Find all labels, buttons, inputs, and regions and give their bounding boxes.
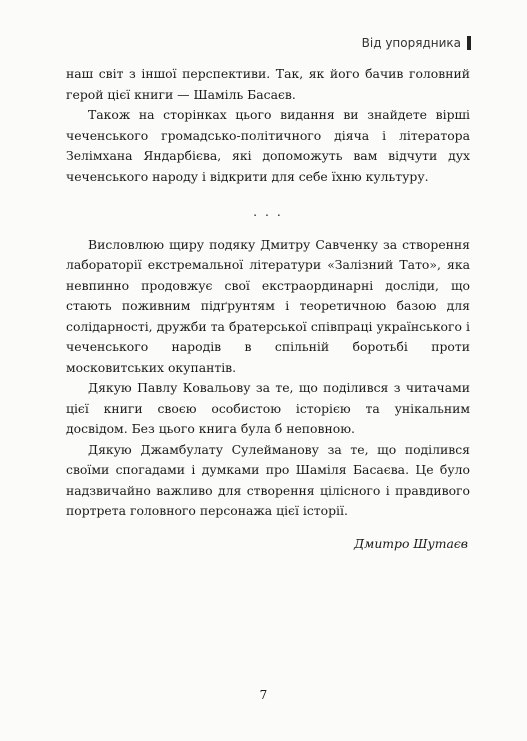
paragraph-thanks-suleimanov: Дякую Джамбулату Сулейманову за те, що поділився своїми спогадами і думками про Шаміля Басаєва. Це було надзвичайно важливо для створення цілісного і правдивого портрета головного персонажа цієї історії. (66, 441, 470, 518)
page-number: 7 (259, 688, 268, 702)
paragraph-continuation: наш світ з іншої перспективи. Так, як його бачив головний герой цієї книги — Шаміль Басаєв. (66, 66, 470, 102)
paragraph-poems: Також на сторінках цього видання ви знайдете вірші чеченського громадсько-політичного діяча і літератора Зелімхана Яндарбієва, які допоможуть вам відчути дух чеченського народу і відкрити для себе їхню культуру. (66, 107, 470, 184)
paragraph-thanks-savchenko: Висловлюю щиру подяку Дмитру Савченку за створення лабораторії екстремальної літератури «Залізний Тато», яка невпинно продовжує свої екстраординарні досліди, що стають поживним підґрунтям і теоретичною базою для солідарності, дружби та братерської співпраці українського і чеченського народів в спільній боротьбі проти московитських окупантів. (66, 236, 470, 375)
author-signature: Дмитро Шутаєв (353, 535, 468, 551)
body-text (66, 64, 470, 554)
paragraph-thanks-kovalov: Дякую Павлу Ковальову за те, що поділився з читачами цієї книги своєю особистою історією та унікальним досвідом. Без цього книга була б неповною. (66, 380, 470, 436)
running-head-title: Від упорядника (361, 36, 461, 50)
running-head-bar-icon (467, 36, 471, 50)
section-separator: . . . (253, 204, 283, 219)
running-head (362, 36, 471, 50)
